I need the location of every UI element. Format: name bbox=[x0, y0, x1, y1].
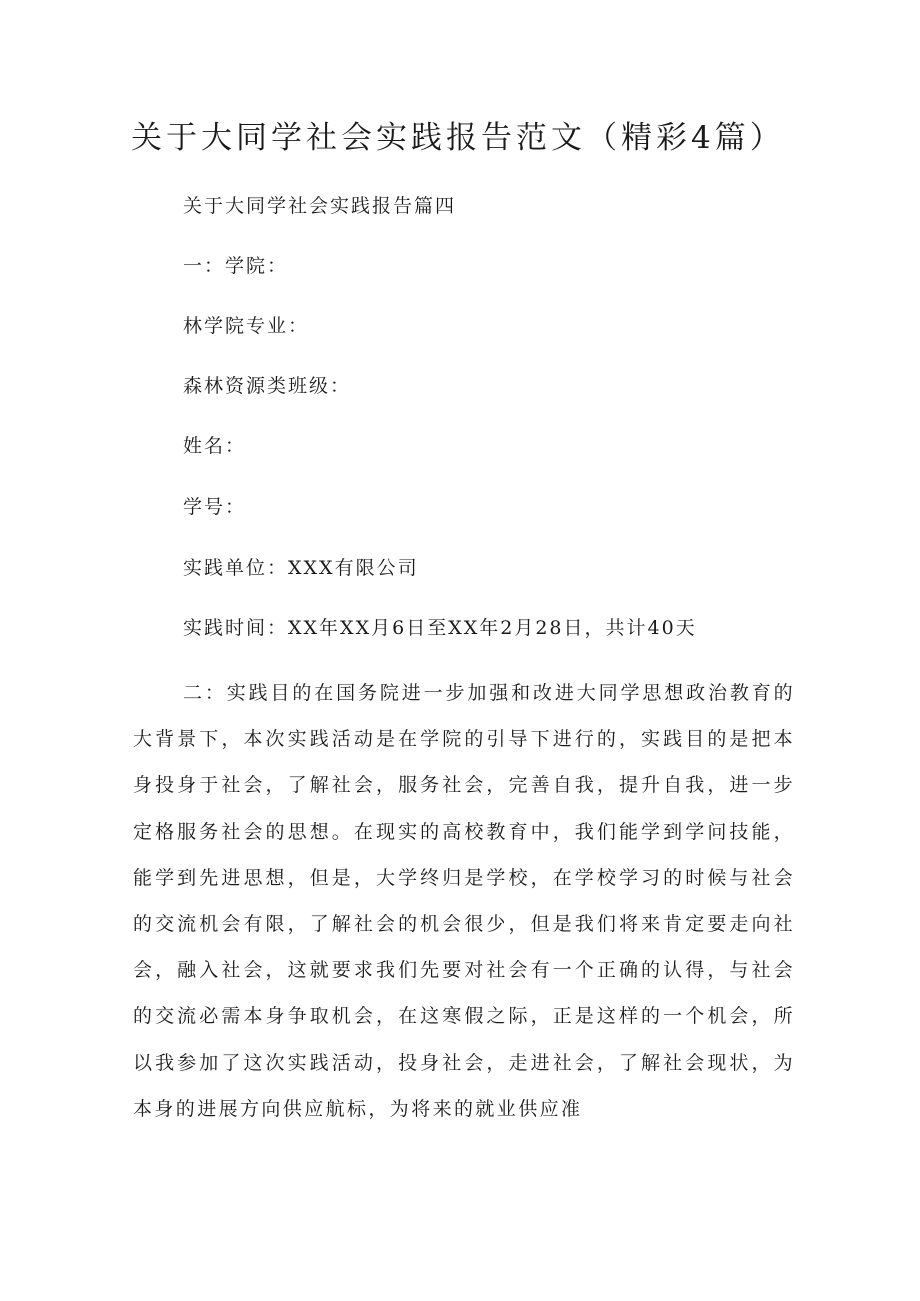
field-student-id: 学号： bbox=[183, 496, 247, 518]
section-subtitle: 关于大同学社会实践报告篇四 bbox=[183, 195, 457, 217]
field-class: 森林资源类班级： bbox=[183, 375, 352, 397]
field-major: 林学院专业： bbox=[183, 315, 310, 337]
body-paragraph: 二：实践目的在国务院进一步加强和改进大同学思想政治教育的大背景下，本次实践活动是在学院的引导下进行的，实践目的是把本身投身于社会，了解社会，服务社会，完善自我，提升自我，进一步定格服务社会的思想。在现实的高校教育中，我们能学到学问技能，能学到先进思想，但是，大学终归是学校，在学校学习的时候与社会的交流机会有限，了解社会的机会很少，但是我们将来肯定要走向社会，融入社会，这就要求我们先要对社会有一个正确的认得，与社会的交流必需本身争取机会，在这寒假之际，正是这样的一个机会，所以我参加了这次实践活动，投身社会，走进社会，了解社会现状，为本身的进展方向供应航标，为将来的就业供应准 bbox=[133, 682, 795, 1120]
field-time: 实践时间：XX年XX月6日至XX年2月28日，共计40天 bbox=[183, 617, 697, 639]
field-unit: 实践单位：XXX有限公司 bbox=[183, 557, 419, 579]
field-name: 姓名： bbox=[183, 435, 247, 457]
document-title: 关于大同学社会实践报告范文（精彩4篇） bbox=[131, 120, 785, 156]
field-college: 一：学院： bbox=[183, 255, 289, 277]
